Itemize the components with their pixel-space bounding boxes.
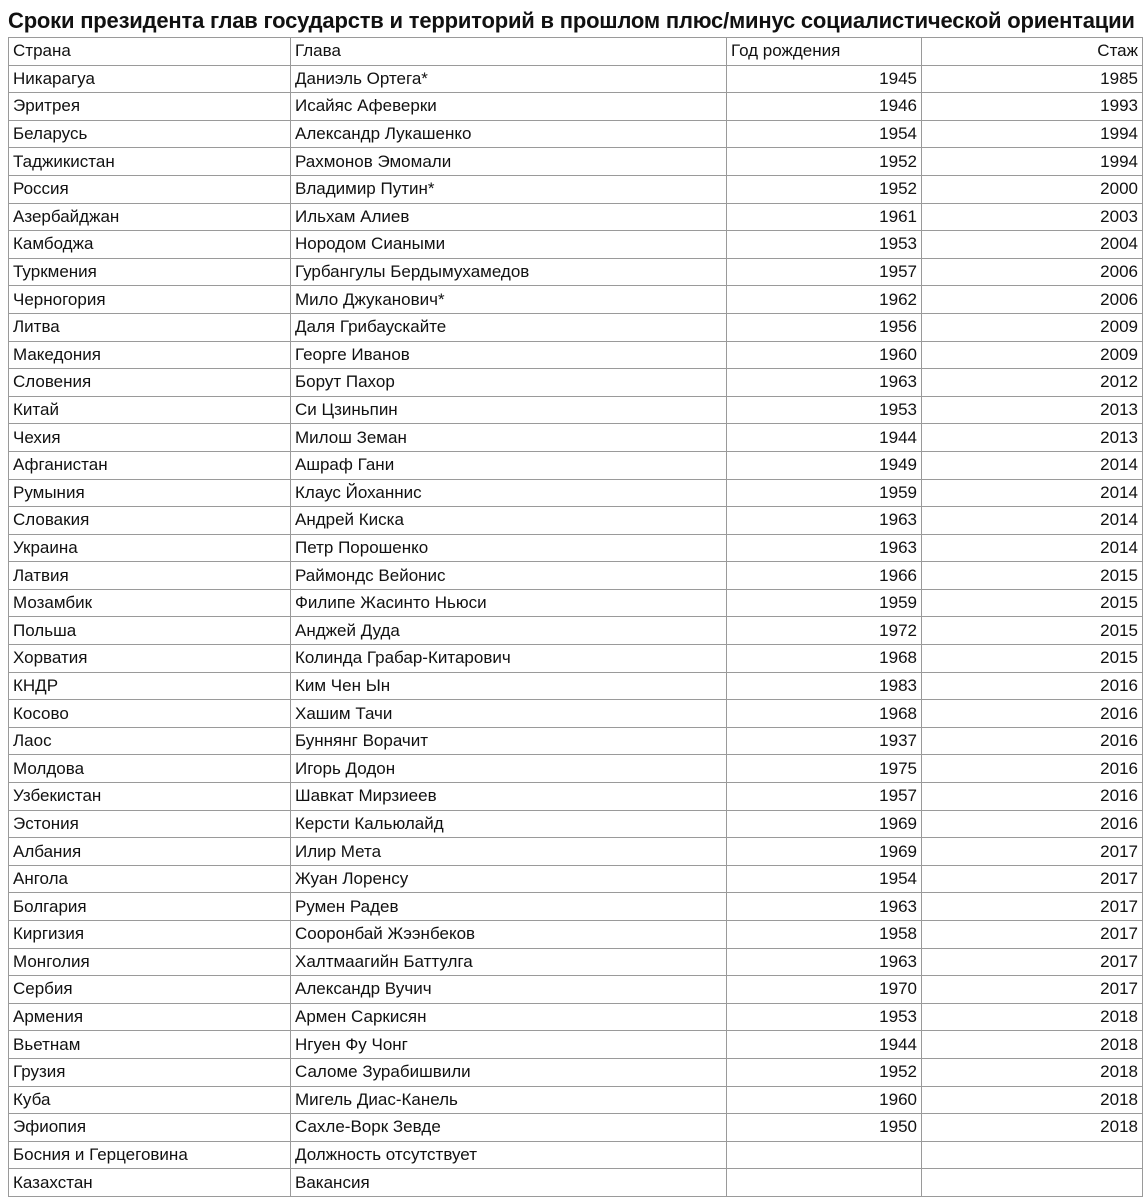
table-row [9,672,1143,700]
cell-head[interactable]: Си Цзиньпин [291,396,727,424]
cell-tenure[interactable]: 2013 [922,424,1143,452]
table-row [9,1169,1143,1197]
table-row [9,1086,1143,1114]
table-row [9,93,1143,121]
cell-country[interactable]: Китай [9,396,291,424]
cell-birth-year[interactable]: 1972 [727,617,922,645]
cell-country[interactable]: Таджикистан [9,148,291,176]
cell-head[interactable]: Хашим Тачи [291,700,727,728]
cell-country[interactable]: Эстония [9,810,291,838]
cell-tenure[interactable]: 1994 [922,148,1143,176]
cell-head[interactable]: Гурбангулы Бердымухамедов [291,258,727,286]
cell-birth-year[interactable]: 1963 [727,534,922,562]
cell-tenure[interactable]: 2015 [922,617,1143,645]
table-row [9,562,1143,590]
table-row [9,838,1143,866]
cell-tenure[interactable]: 2006 [922,286,1143,314]
cell-country[interactable]: Лаос [9,727,291,755]
cell-birth-year[interactable]: 1969 [727,810,922,838]
cell-country[interactable]: КНДР [9,672,291,700]
header-birth-year[interactable]: Год рождения [727,38,922,66]
cell-country[interactable]: Чехия [9,424,291,452]
cell-country[interactable]: Монголия [9,948,291,976]
cell-tenure[interactable]: 2014 [922,451,1143,479]
cell-tenure[interactable]: 2014 [922,534,1143,562]
cell-tenure[interactable]: 2017 [922,948,1143,976]
cell-tenure[interactable]: 2018 [922,1031,1143,1059]
cell-country[interactable]: Эфиопия [9,1114,291,1142]
cell-tenure[interactable]: 1993 [922,93,1143,121]
cell-country[interactable]: Черногория [9,286,291,314]
cell-tenure[interactable]: 2017 [922,893,1143,921]
cell-country[interactable]: Польша [9,617,291,645]
cell-tenure[interactable]: 1994 [922,120,1143,148]
cell-head[interactable]: Андрей Киска [291,507,727,535]
cell-head[interactable]: Ильхам Алиев [291,203,727,231]
table-row [9,258,1143,286]
table-row [9,120,1143,148]
cell-head[interactable]: Сахле-Ворк Зевде [291,1114,727,1142]
cell-birth-year[interactable]: 1959 [727,479,922,507]
cell-tenure[interactable]: 2014 [922,479,1143,507]
cell-head[interactable]: Клаус Йоханнис [291,479,727,507]
cell-head[interactable]: Керсти Кальюлайд [291,810,727,838]
table-row [9,893,1143,921]
cell-country[interactable]: Литва [9,313,291,341]
cell-head[interactable]: Халтмаагийн Баттулга [291,948,727,976]
cell-head[interactable]: Мигель Диас-Канель [291,1086,727,1114]
cell-tenure[interactable]: 2012 [922,369,1143,397]
data-table [8,37,1143,1197]
cell-head[interactable]: Колинда Грабар-Китарович [291,645,727,673]
cell-tenure[interactable]: 2018 [922,1058,1143,1086]
table-row [9,1003,1143,1031]
cell-tenure[interactable]: 1985 [922,65,1143,93]
cell-birth-year[interactable]: 1957 [727,258,922,286]
cell-head[interactable]: Даля Грибаускайте [291,313,727,341]
cell-country[interactable]: Камбоджа [9,231,291,259]
cell-tenure[interactable]: 2017 [922,921,1143,949]
cell-country[interactable]: Россия [9,175,291,203]
cell-tenure[interactable]: 2017 [922,838,1143,866]
cell-birth-year[interactable]: 1959 [727,589,922,617]
cell-head[interactable]: Должность отсутствует [291,1141,727,1169]
cell-birth-year[interactable]: 1958 [727,921,922,949]
cell-tenure[interactable]: 2016 [922,755,1143,783]
cell-country[interactable]: Грузия [9,1058,291,1086]
cell-tenure[interactable]: 2016 [922,700,1143,728]
cell-head[interactable]: Сооронбай Жээнбеков [291,921,727,949]
cell-tenure[interactable]: 2004 [922,231,1143,259]
cell-country[interactable]: Македония [9,341,291,369]
table-row [9,700,1143,728]
table-row [9,424,1143,452]
table-row [9,617,1143,645]
table-row [9,1114,1143,1142]
cell-birth-year[interactable]: 1954 [727,120,922,148]
table-row [9,396,1143,424]
cell-tenure[interactable]: 2016 [922,727,1143,755]
cell-birth-year[interactable]: 1968 [727,700,922,728]
cell-head[interactable]: Саломе Зурабишвили [291,1058,727,1086]
header-row [9,38,1143,66]
cell-head[interactable]: Владимир Путин* [291,175,727,203]
cell-birth-year[interactable]: 1946 [727,93,922,121]
cell-country[interactable]: Узбекистан [9,783,291,811]
cell-tenure[interactable]: 2016 [922,810,1143,838]
cell-tenure[interactable]: 2000 [922,175,1143,203]
cell-head[interactable]: Румен Радев [291,893,727,921]
cell-tenure[interactable]: 2017 [922,976,1143,1004]
table-row [9,148,1143,176]
table-row [9,175,1143,203]
cell-head[interactable]: Раймондс Вейонис [291,562,727,590]
cell-birth-year[interactable]: 1983 [727,672,922,700]
cell-country[interactable]: Азербайджан [9,203,291,231]
cell-head[interactable]: Ашраф Гани [291,451,727,479]
table-row [9,1141,1143,1169]
cell-tenure[interactable]: 2009 [922,341,1143,369]
cell-country[interactable]: Киргизия [9,921,291,949]
table-row [9,948,1143,976]
cell-birth-year[interactable]: 1944 [727,1031,922,1059]
table-row [9,479,1143,507]
header-tenure[interactable]: Стаж [922,38,1143,66]
cell-birth-year[interactable]: 1963 [727,507,922,535]
cell-country[interactable]: Эритрея [9,93,291,121]
cell-birth-year[interactable]: 1960 [727,1086,922,1114]
cell-country[interactable]: Латвия [9,562,291,590]
cell-tenure[interactable]: 2013 [922,396,1143,424]
cell-head[interactable]: Александр Вучич [291,976,727,1004]
cell-birth-year[interactable]: 1957 [727,783,922,811]
cell-birth-year[interactable]: 1953 [727,396,922,424]
cell-birth-year[interactable]: 1968 [727,645,922,673]
cell-birth-year[interactable]: 1945 [727,65,922,93]
cell-country[interactable]: Армения [9,1003,291,1031]
table-row [9,507,1143,535]
table-row [9,313,1143,341]
cell-country[interactable]: Казахстан [9,1169,291,1197]
table-body [9,65,1143,1196]
cell-tenure[interactable]: 2014 [922,507,1143,535]
cell-head[interactable]: Георге Иванов [291,341,727,369]
cell-country[interactable]: Вьетнам [9,1031,291,1059]
cell-birth-year[interactable]: 1975 [727,755,922,783]
cell-birth-year[interactable]: 1966 [727,562,922,590]
table-row [9,341,1143,369]
cell-country[interactable]: Албания [9,838,291,866]
cell-birth-year[interactable]: 1952 [727,148,922,176]
cell-birth-year[interactable]: 1969 [727,838,922,866]
cell-birth-year[interactable]: 1953 [727,231,922,259]
cell-birth-year[interactable]: 1970 [727,976,922,1004]
sheet-title: Сроки президента глав государств и территорий в прошлом плюс/минус социалистической ориентации [8,8,1135,33]
cell-country[interactable]: Босния и Герцеговина [9,1141,291,1169]
cell-country[interactable]: Мозамбик [9,589,291,617]
cell-birth-year[interactable]: 1937 [727,727,922,755]
cell-tenure[interactable] [922,1169,1143,1197]
cell-country[interactable]: Украина [9,534,291,562]
cell-tenure[interactable]: 2016 [922,672,1143,700]
cell-tenure[interactable]: 2015 [922,562,1143,590]
cell-country[interactable]: Сербия [9,976,291,1004]
spreadsheet [8,4,1142,1197]
cell-head[interactable]: Александр Лукашенко [291,120,727,148]
cell-head[interactable]: Армен Саркисян [291,1003,727,1031]
cell-country[interactable]: Словения [9,369,291,397]
table-row [9,645,1143,673]
cell-head[interactable]: Исайяс Афеверки [291,93,727,121]
cell-tenure[interactable]: 2015 [922,645,1143,673]
table-row [9,451,1143,479]
cell-head[interactable]: Нородом Сиаными [291,231,727,259]
cell-head[interactable]: Милош Земан [291,424,727,452]
table-row [9,286,1143,314]
table-row [9,369,1143,397]
cell-country[interactable]: Молдова [9,755,291,783]
table-row [9,976,1143,1004]
table-row [9,65,1143,93]
cell-tenure[interactable]: 2015 [922,589,1143,617]
cell-country[interactable]: Румыния [9,479,291,507]
table-row [9,534,1143,562]
cell-birth-year[interactable]: 1960 [727,341,922,369]
cell-country[interactable]: Косово [9,700,291,728]
cell-birth-year[interactable]: 1952 [727,175,922,203]
table-row [9,865,1143,893]
cell-head[interactable]: Жуан Лоренсу [291,865,727,893]
cell-birth-year[interactable]: 1954 [727,865,922,893]
cell-birth-year[interactable]: 1962 [727,286,922,314]
table-row [9,1058,1143,1086]
cell-country[interactable]: Никарагуа [9,65,291,93]
table-row [9,783,1143,811]
table-row [9,755,1143,783]
cell-birth-year[interactable] [727,1141,922,1169]
cell-head[interactable]: Нгуен Фу Чонг [291,1031,727,1059]
cell-country[interactable]: Словакия [9,507,291,535]
cell-tenure[interactable] [922,1141,1143,1169]
cell-head[interactable]: Анджей Дуда [291,617,727,645]
cell-birth-year[interactable]: 1963 [727,369,922,397]
header-head[interactable]: Глава [291,38,727,66]
cell-head[interactable]: Игорь Додон [291,755,727,783]
cell-head[interactable]: Буннянг Ворачит [291,727,727,755]
table-row [9,727,1143,755]
cell-tenure[interactable]: 2018 [922,1086,1143,1114]
cell-head[interactable]: Шавкат Мирзиеев [291,783,727,811]
table-row [9,810,1143,838]
cell-tenure[interactable]: 2009 [922,313,1143,341]
cell-country[interactable]: Болгария [9,893,291,921]
cell-birth-year[interactable]: 1949 [727,451,922,479]
cell-birth-year[interactable]: 1956 [727,313,922,341]
cell-country[interactable]: Афганистан [9,451,291,479]
cell-head[interactable]: Борут Пахор [291,369,727,397]
cell-tenure[interactable]: 2006 [922,258,1143,286]
cell-birth-year[interactable]: 1952 [727,1058,922,1086]
cell-birth-year[interactable]: 1961 [727,203,922,231]
cell-head[interactable]: Даниэль Ортега* [291,65,727,93]
cell-tenure[interactable]: 2017 [922,865,1143,893]
cell-head[interactable]: Илир Мета [291,838,727,866]
cell-country[interactable]: Беларусь [9,120,291,148]
cell-head[interactable]: Мило Джуканович* [291,286,727,314]
cell-tenure[interactable]: 2003 [922,203,1143,231]
cell-birth-year[interactable]: 1944 [727,424,922,452]
cell-birth-year[interactable] [727,1169,922,1197]
cell-head[interactable]: Филипе Жасинто Ньюси [291,589,727,617]
cell-birth-year[interactable]: 1963 [727,893,922,921]
table-row [9,589,1143,617]
cell-head[interactable]: Вакансия [291,1169,727,1197]
cell-country[interactable]: Туркмения [9,258,291,286]
cell-birth-year[interactable]: 1950 [727,1114,922,1142]
table-row [9,921,1143,949]
cell-tenure[interactable]: 2016 [922,783,1143,811]
cell-birth-year[interactable]: 1963 [727,948,922,976]
cell-head[interactable]: Петр Порошенко [291,534,727,562]
cell-country[interactable]: Хорватия [9,645,291,673]
table-row [9,1031,1143,1059]
cell-country[interactable]: Куба [9,1086,291,1114]
table-row [9,203,1143,231]
table-row [9,231,1143,259]
cell-tenure[interactable]: 2018 [922,1114,1143,1142]
cell-head[interactable]: Ким Чен Ын [291,672,727,700]
cell-tenure[interactable]: 2018 [922,1003,1143,1031]
header-country[interactable]: Страна [9,38,291,66]
cell-head[interactable]: Рахмонов Эмомали [291,148,727,176]
cell-birth-year[interactable]: 1953 [727,1003,922,1031]
cell-country[interactable]: Ангола [9,865,291,893]
